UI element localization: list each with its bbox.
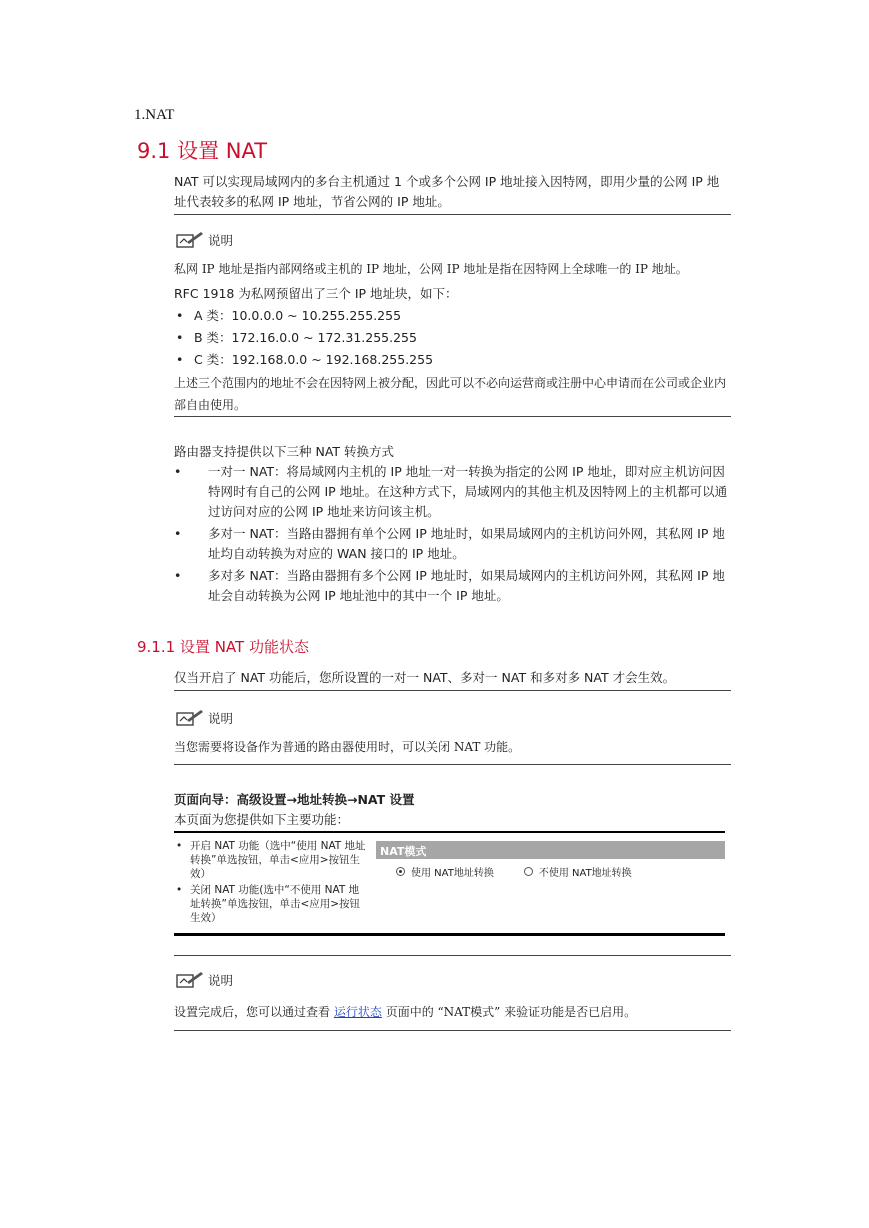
nat-mode-options xyxy=(376,859,725,883)
note-block xyxy=(174,708,233,728)
list-item: • B 类：172.16.0.0 ~ 172.31.255.255 xyxy=(174,328,574,348)
list-item: • 多对一 NAT：当路由器拥有单个公网 IP 地址时，如果局域网内的主机访问外网，其私网 IP 地址均自动转换为对应的 WAN 接口的 IP 地址。 xyxy=(174,524,729,564)
page-nav-description: 本页面为您提供如下主要功能： xyxy=(174,812,350,827)
note-label: 说明 xyxy=(208,233,234,248)
note-text-before: 设置完成后，您可以通过查看 xyxy=(174,1005,331,1019)
nat-enable-option[interactable] xyxy=(396,864,494,879)
feature-list xyxy=(174,839,368,927)
divider xyxy=(174,690,731,691)
nat-disable-radio[interactable] xyxy=(524,867,533,876)
note-text xyxy=(174,1001,734,1023)
nat-modes-list xyxy=(174,462,729,608)
note-label: 说明 xyxy=(208,973,234,988)
subsection-intro: 仅当开启了 NAT 功能后，您所设置的一对一 NAT、多对一 NAT 和多对多 NAT 才会生效。 xyxy=(174,670,676,685)
note-block xyxy=(174,230,233,250)
list-item: • 开启 NAT 功能（选中“使用 NAT 地址转换”单选按钮，单击<应用>按钮生效） xyxy=(174,839,368,881)
nat-enable-radio[interactable] xyxy=(396,867,405,876)
running-status-link[interactable]: 运行状态 xyxy=(333,1005,382,1019)
list-item: • A 类：10.0.0.0 ~ 10.255.255.255 xyxy=(174,306,574,326)
note-header xyxy=(174,230,233,250)
note-pencil-icon xyxy=(174,708,204,728)
ip-block-list xyxy=(174,306,574,370)
note-text: 当您需要将设备作为普通的路由器使用时，可以关闭 NAT 功能。 xyxy=(174,740,521,754)
page-nav-path: 页面向导：高级设置→地址转换→NAT 设置 xyxy=(174,792,415,807)
list-item: • C 类：192.168.0.0 ~ 192.168.255.255 xyxy=(174,350,574,370)
modes-intro: 路由器支持提供以下三种 NAT 转换方式 xyxy=(174,444,395,459)
nat-mode-panel xyxy=(376,841,725,883)
divider xyxy=(174,214,731,215)
nat-enable-label: 使用 NAT地址转换 xyxy=(411,867,494,879)
list-item: • 关闭 NAT 功能(选中“不使用 NAT 地址转换”单选按钮，单击<应用>按钮生效） xyxy=(174,883,368,925)
note-pencil-icon xyxy=(174,970,204,990)
subsection-heading: 9.1.1 设置 NAT 功能状态 xyxy=(137,638,309,656)
document-label: 1.NAT xyxy=(134,107,175,123)
note-text: RFC 1918 为私网预留出了三个 IP 地址块，如下： xyxy=(174,286,458,301)
section-heading: 9.1 设置 NAT xyxy=(137,139,268,163)
note-text: 私网 IP 地址是指内部网络或主机的 IP 地址，公网 IP 地址是指在因特网上全球唯一的 IP 地址。 xyxy=(174,262,688,276)
section-intro: NAT 可以实现局域网内的多台主机通过 1 个或多个公网 IP 地址接入因特网，即用少量的公网 IP 地址代表较多的私网 IP 地址，节省公网的 IP 地址。 xyxy=(174,174,720,209)
divider xyxy=(174,955,731,956)
note-header xyxy=(174,708,233,728)
note-label: 说明 xyxy=(208,711,234,726)
divider xyxy=(174,764,731,765)
divider xyxy=(174,1030,731,1031)
note-text-after: 页面中的 “NAT模式” 来验证功能是否已启用。 xyxy=(385,1005,637,1019)
nat-mode-panel-title: NAT模式 xyxy=(376,841,725,859)
list-item: • 一对一 NAT：将局域网内主机的 IP 地址一对一转换为指定的公网 IP 地址，即对应主机访问因特网时有自己的公网 IP 地址。在这种方式下，局域网内的其他主机及因特网上的主机都可以通过访问对应的公网 IP 地址来访问该主机。 xyxy=(174,462,729,522)
nat-disable-label: 不使用 NAT地址转换 xyxy=(538,867,632,879)
divider xyxy=(174,416,731,417)
feature-table xyxy=(174,831,725,936)
nat-disable-option[interactable] xyxy=(524,864,632,879)
note-block xyxy=(174,970,233,990)
note-text: 上述三个范围内的地址不会在因特网上被分配，因此可以不必向运营商或注册中心申请而在公司或企业内部自由使用。 xyxy=(174,376,727,412)
note-pencil-icon xyxy=(174,230,204,250)
note-header xyxy=(174,970,233,990)
list-item: • 多对多 NAT：当路由器拥有多个公网 IP 地址时，如果局域网内的主机访问外网，其私网 IP 地址会自动转换为公网 IP 地址池中的其中一个 IP 地址。 xyxy=(174,566,729,606)
